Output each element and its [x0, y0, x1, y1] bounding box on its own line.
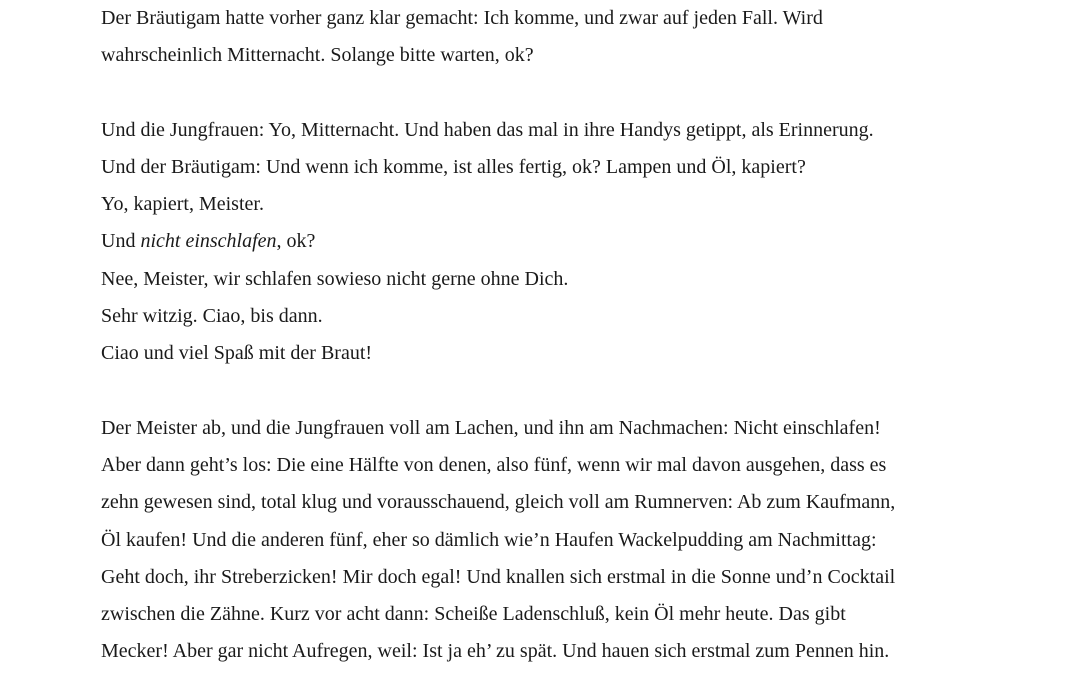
text-line: Geht doch, ihr Streberzicken! Mir doch egal! Und knallen sich erstmal in die Sonne und’n Cocktail [101, 565, 896, 588]
text-line: Aber dann geht’s los: Die eine Hälfte von denen, also fünf, wenn wir mal davon ausgehen, dass es [101, 453, 887, 476]
text-line: zwischen die Zähne. Kurz vor acht dann: Scheiße Ladenschluß, kein Öl mehr heute. Das gibt [101, 603, 846, 626]
text-line: Der Meister ab, und die Jungfrauen voll am Lachen, und ihn am Nachmachen: Nicht einschlafen! [101, 416, 881, 439]
text-line: Und der Bräutigam: Und wenn ich komme, ist alles fertig, ok? Lampen und Öl, kapiert? [101, 155, 806, 178]
text-line: Und die Jungfrauen: Yo, Mitternacht. Und haben das mal in ihre Handys getippt, als Erinnerung. [101, 118, 874, 141]
text-line: Sehr witzig. Ciao, bis dann. [101, 305, 323, 328]
text-line: Mecker! Aber gar nicht Aufregen, weil: Ist ja eh’ zu spät. Und hauen sich erstmal zum Pennen hin. [101, 640, 890, 663]
text-line [101, 223, 1001, 260]
document-body [101, 0, 1001, 671]
text-line: Ciao und viel Spaß mit der Braut! [101, 342, 373, 365]
text-line: Öl kaufen! Und die anderen fünf, eher so dämlich wie’n Haufen Wackelpudding am Nachmittag: [101, 528, 877, 551]
text-line: zehn gewesen sind, total klug und vorausschauend, gleich voll am Rumnerven: Ab zum Kaufmann, [101, 491, 896, 514]
text-line: Yo, kapiert, Meister. [101, 193, 264, 216]
text-line: wahrscheinlich Mitternacht. Solange bitte warten, ok? [101, 44, 534, 67]
paragraph-2 [101, 112, 1001, 373]
emphasized-text: nicht einschlafen [140, 230, 277, 253]
text-segment: Und [101, 230, 141, 253]
paragraph-3 [101, 410, 1001, 671]
text-segment: , ok? [276, 230, 316, 253]
text-line: Nee, Meister, wir schlafen sowieso nicht gerne ohne Dich. [101, 267, 569, 290]
text-line: Der Bräutigam hatte vorher ganz klar gemacht: Ich komme, und zwar auf jeden Fall. Wird [101, 7, 823, 29]
paragraph-1 [101, 0, 1001, 75]
